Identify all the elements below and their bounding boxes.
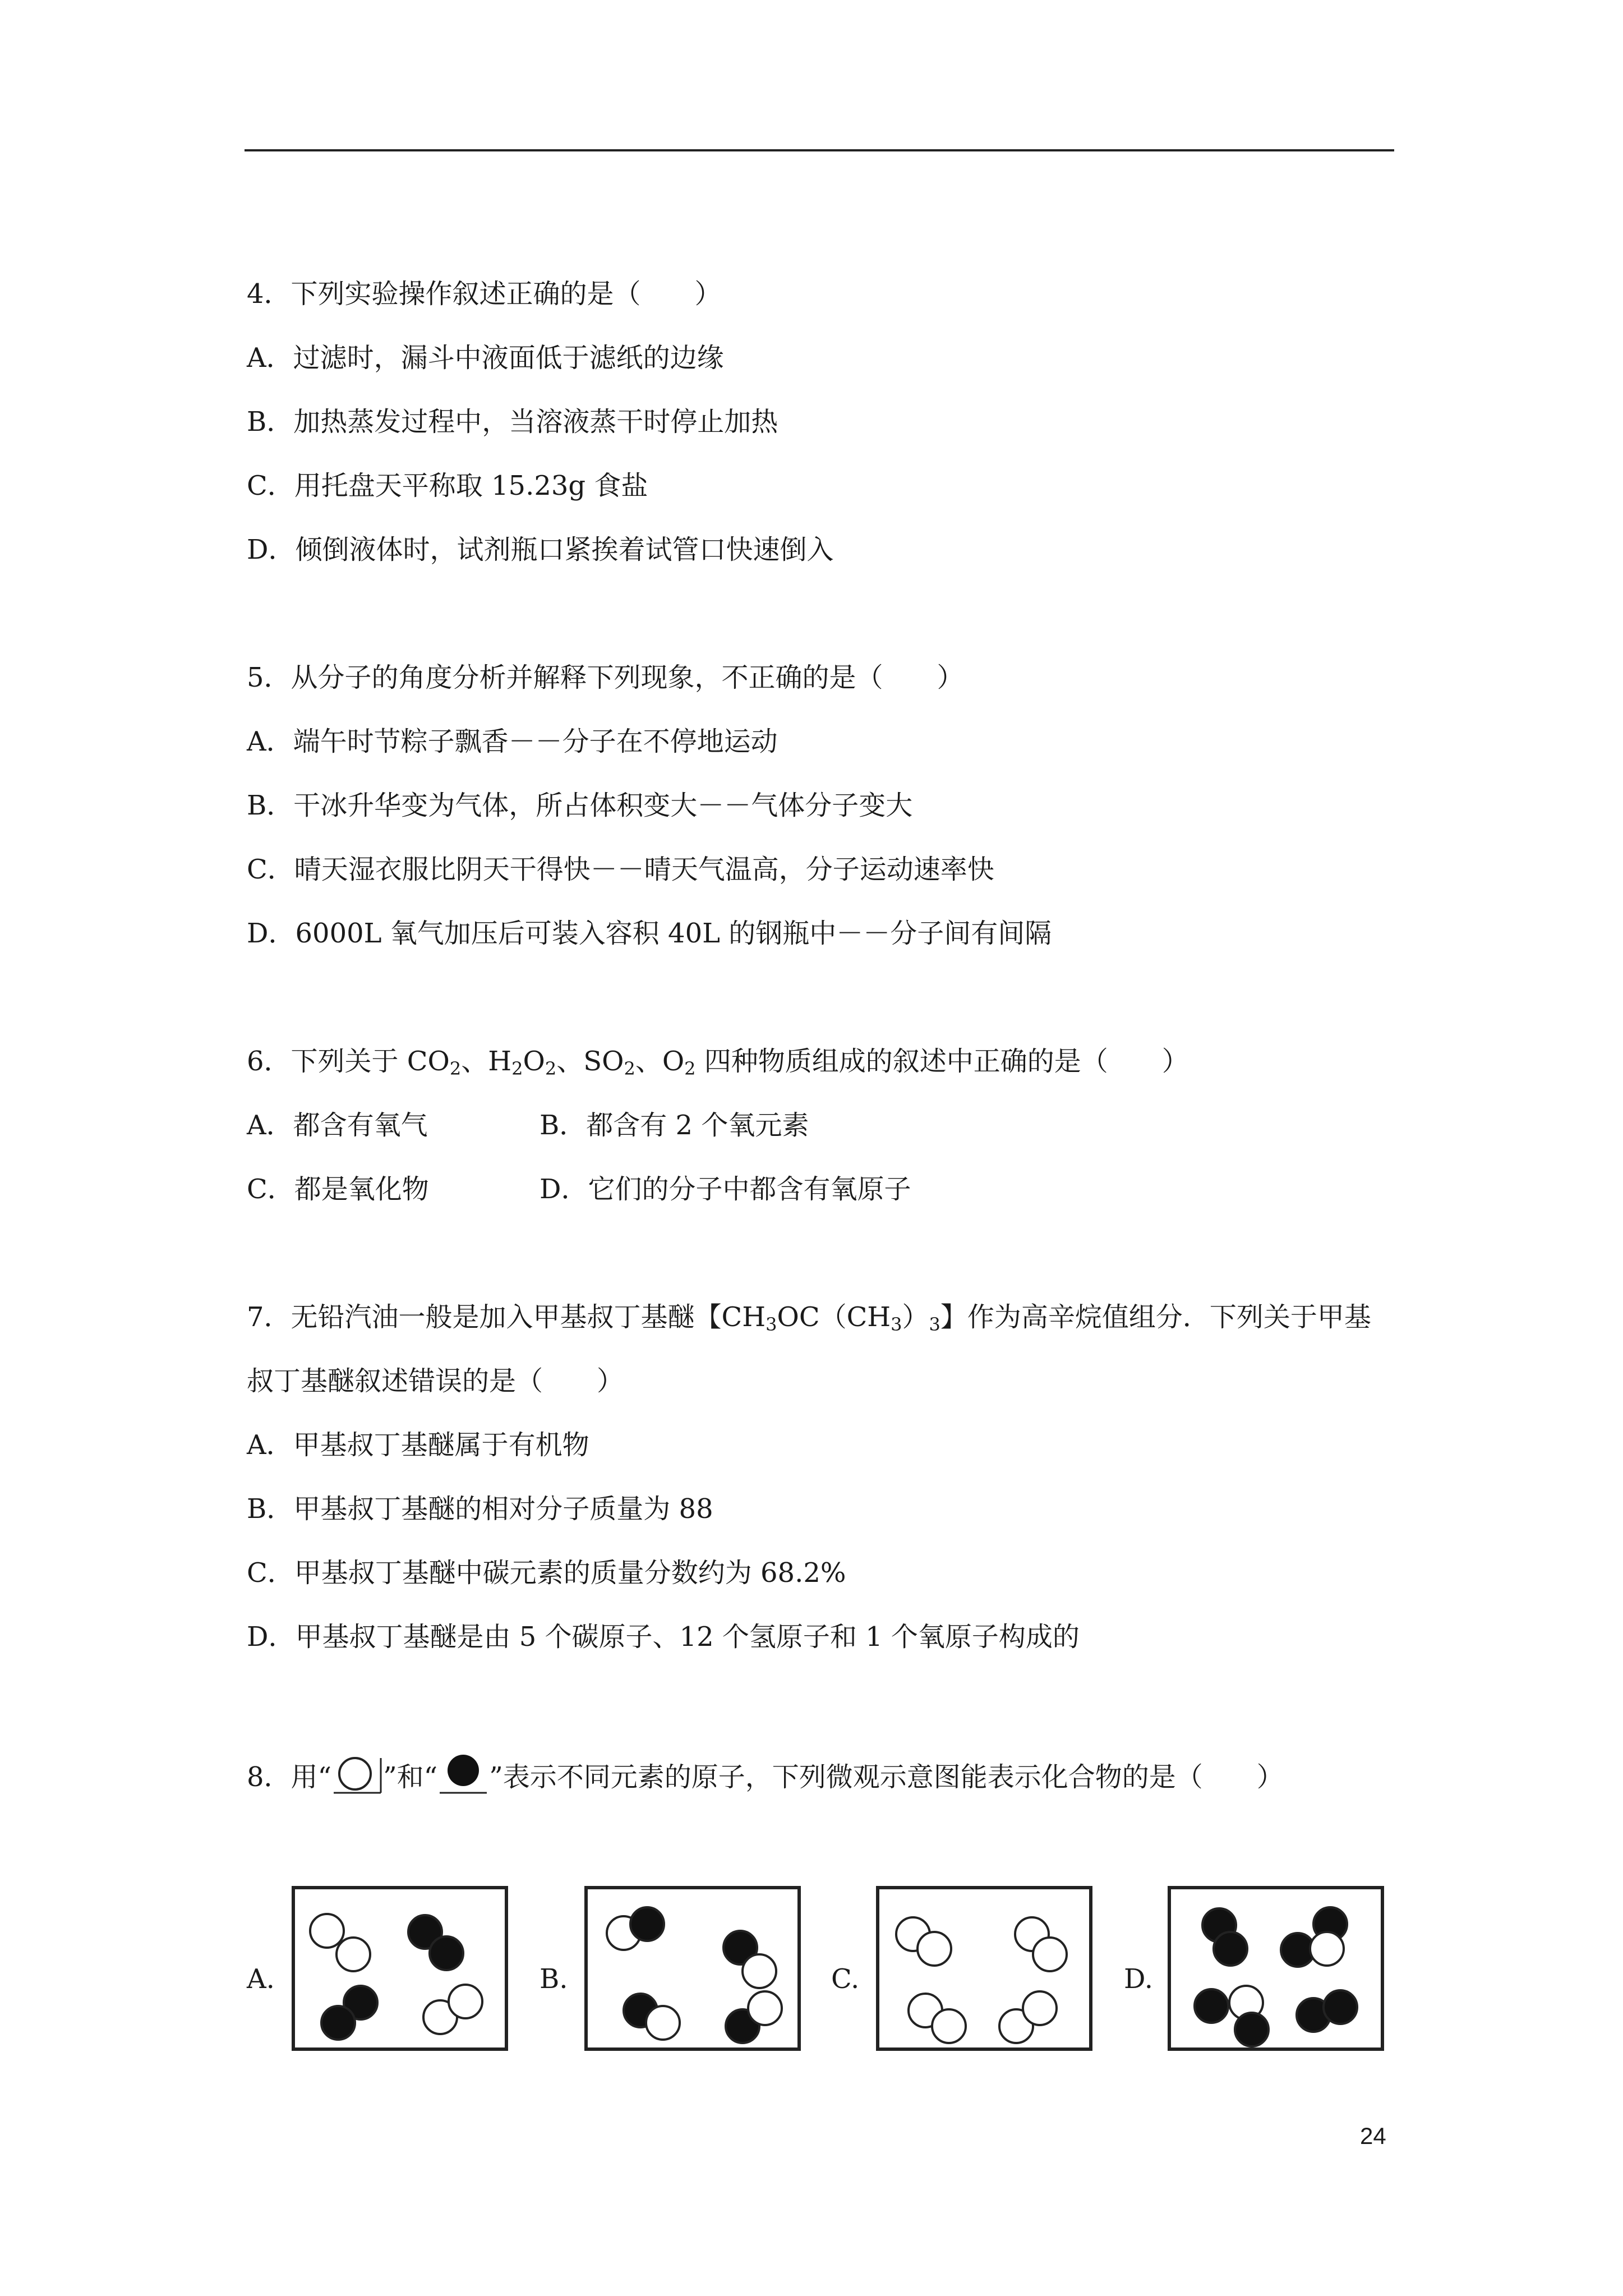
q8-stem: 8．用“ ”和“ ”表示不同元素的原子，下列微观示意图能表示化合物的是（ ） <box>247 1755 1284 1795</box>
q5-stem: 5．从分子的角度分析并解释下列现象，不正确的是（ ） <box>247 662 964 693</box>
q7-option-b: B．甲基叔丁基醚的相对分子质量为 88 <box>247 1493 713 1525</box>
q8-option-a-label: A. <box>247 1963 275 1995</box>
q8-diagram-b <box>584 1886 801 2051</box>
q4-option-d: D．倾倒液体时，试剂瓶口紧挨着试管口快速倒入 <box>247 534 834 565</box>
q6-stem: 6．下列关于 $CO_2$、$H_2O_2$、$SO_2$、$O_2$ 四种物质组成的叙述中正确的是（ ） <box>247 1046 1189 1079</box>
q8-option-b-label: B. <box>540 1963 568 1995</box>
q6-option-b: B．都含有 2 个氧元素 <box>540 1110 809 1141</box>
black-atom-legend-icon <box>437 1755 489 1795</box>
q5-option-a: A．端午时节粽子飘香－－分子在不停地运动 <box>247 726 778 757</box>
q7-option-d: D．甲基叔丁基醚是由 5 个碳原子、12 个氢原子和 1 个氧原子构成的 <box>247 1621 1080 1653</box>
q7-stem-line1: 7．无铅汽油一般是加入甲基叔丁基醚【$CH_3OC(CH_3)_3$】作为高辛烷值组分．下列关于甲基 <box>247 1301 1371 1335</box>
q7-option-a: A．甲基叔丁基醚属于有机物 <box>247 1429 589 1461</box>
q5-option-b: B．干冰升华变为气体，所占体积变大－－气体分子变大 <box>247 790 913 821</box>
q7-option-c: C．甲基叔丁基醚中碳元素的质量分数约为 68.2% <box>247 1557 846 1589</box>
q8-diagram-c <box>876 1886 1092 2051</box>
q7-stem-line2: 叔丁基醚叙述错误的是（ ） <box>247 1365 624 1397</box>
q4-stem: 4．下列实验操作叙述正确的是（ ） <box>247 278 722 310</box>
q8-diagram-d <box>1168 1886 1384 2051</box>
q6-option-c: C．都是氧化物 <box>247 1174 429 1205</box>
q4-option-a: A．过滤时，漏斗中液面低于滤纸的边缘 <box>247 342 724 374</box>
q8-diagram-a <box>292 1886 508 2051</box>
page-number: 24 <box>1360 2123 1386 2149</box>
q6-option-d: D．它们的分子中都含有氧原子 <box>540 1174 911 1205</box>
q4-option-c: C．用托盘天平称取 15.23g 食盐 <box>247 470 648 501</box>
white-atom-legend-icon <box>331 1755 383 1795</box>
q5-option-c: C．晴天湿衣服比阴天干得快－－晴天气温高，分子运动速率快 <box>247 854 994 885</box>
q4-option-b: B．加热蒸发过程中，当溶液蒸干时停止加热 <box>247 406 778 438</box>
q6-option-a: A．都含有氧气 <box>247 1110 428 1141</box>
header-rule <box>245 149 1394 151</box>
q5-option-d: D．6000L 氧气加压后可装入容积 40L 的钢瓶中－－分子间有间隔 <box>247 918 1052 949</box>
q8-option-c-label: C. <box>831 1963 860 1995</box>
q8-option-d-label: D. <box>1124 1963 1154 1995</box>
